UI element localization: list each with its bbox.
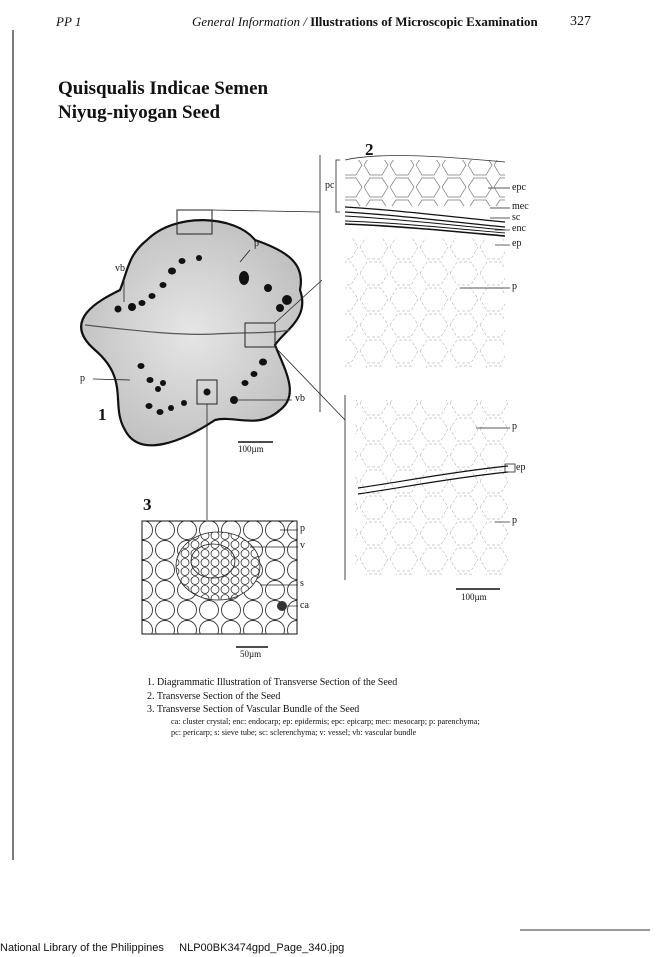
figure-captions bbox=[147, 676, 397, 717]
title-latin: Quisqualis Indicae Semen bbox=[58, 78, 269, 99]
fig3-label-p: p bbox=[300, 523, 305, 534]
footer-library: National Library of the Philippines bbox=[0, 942, 164, 954]
legend-line-1: ca: cluster crystal; enc: endocarp; ep: epidermis; epc: epicarp; mec: mesocarp; p: parenchyma; bbox=[171, 717, 480, 726]
figure1-number: 1 bbox=[98, 405, 107, 424]
fig2-label-p-bottom: p bbox=[512, 515, 517, 526]
fig2-label-p: p bbox=[512, 281, 517, 292]
header-section: General Information / bbox=[192, 14, 307, 29]
fig2-label-epc: epc bbox=[512, 182, 526, 193]
caption-2: 2. Transverse Section of the Seed bbox=[147, 690, 281, 702]
fig2-label-enc: enc bbox=[512, 223, 526, 234]
fig2-label-ep-lower: ep bbox=[516, 462, 526, 473]
fig2-label-ep: ep bbox=[512, 238, 522, 249]
fig2-label-p-lower: p bbox=[512, 421, 517, 432]
title-common: Niyug-niyogan Seed bbox=[58, 102, 221, 123]
legend-line-2: pc: pericarp; s: sieve tube; sc: sclerenchyma; v: vessel; vb: vascular bundle bbox=[171, 728, 417, 737]
footer-filename: NLP00BK3474gpd_Page_340.jpg bbox=[179, 942, 345, 954]
fig2-label-pc: pc bbox=[325, 180, 335, 191]
fig1-label-vb-right: vb bbox=[295, 393, 305, 404]
figure2-lower-section bbox=[345, 395, 515, 589]
fig3-label-ca: ca bbox=[300, 600, 309, 611]
fig1-label-p-left: p bbox=[80, 373, 85, 384]
figure2-number: 2 bbox=[365, 140, 374, 159]
abbreviation-legend bbox=[171, 716, 571, 738]
footer bbox=[0, 942, 344, 954]
fig2-label-mec: mec bbox=[512, 201, 529, 212]
fig3-label-v: v bbox=[300, 540, 305, 551]
fig3-label-s: s bbox=[300, 578, 304, 589]
figure2-upper-section bbox=[320, 155, 510, 412]
fig2-scale: 100µm bbox=[461, 592, 487, 602]
page-number: 327 bbox=[570, 14, 591, 29]
header-code: PP 1 bbox=[56, 14, 82, 29]
fig2-label-sc: sc bbox=[512, 212, 521, 223]
header-subsection: Illustrations of Microscopic Examination bbox=[310, 14, 538, 29]
caption-1: 1. Diagrammatic Illustration of Transverse Section of the Seed bbox=[147, 677, 398, 688]
fig1-label-vb-left: vb bbox=[115, 263, 125, 274]
fig1-label-p-top: p bbox=[254, 238, 259, 249]
fig3-scale: 50µm bbox=[240, 649, 262, 659]
figure3-number: 3 bbox=[143, 495, 152, 514]
figure3-vascular-bundle bbox=[142, 521, 298, 647]
figure1-seed-section bbox=[81, 210, 345, 520]
fig1-scale: 100µm bbox=[238, 444, 264, 454]
caption-3: 3. Transverse Section of Vascular Bundle of the Seed bbox=[147, 704, 360, 715]
